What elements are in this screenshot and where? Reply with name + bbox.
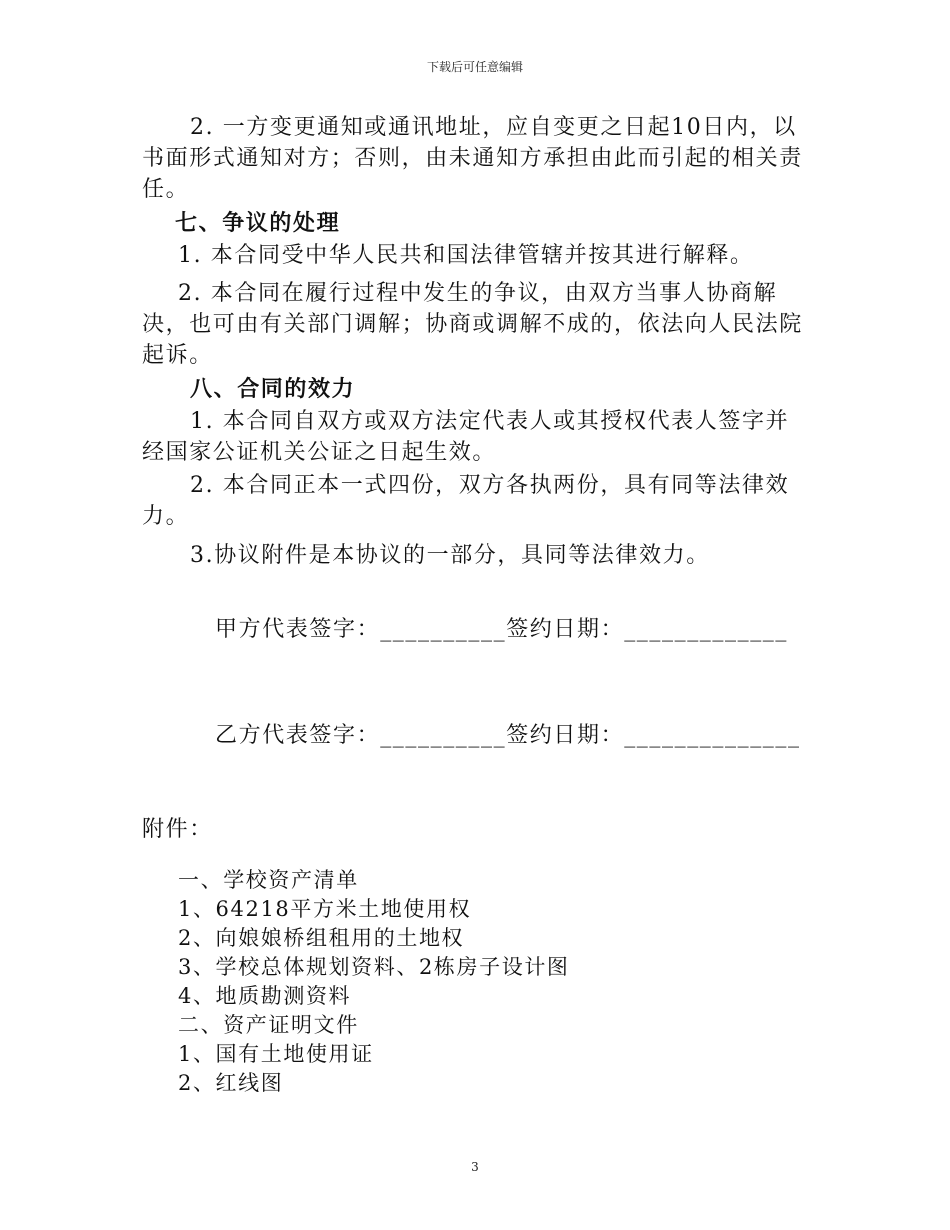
attachment-item: 4、地质勘测资料 — [178, 984, 352, 1008]
page-header: 下载后可任意编辑 — [426, 60, 523, 74]
attachment-item: 2、向娘娘桥组租用的土地权 — [178, 926, 465, 950]
attachment-item: 二、资产证明文件 — [178, 1013, 359, 1037]
sec7-heading: 七、争议的处理 — [175, 210, 341, 236]
attachments-label: 附件： — [142, 817, 213, 842]
party-a-signature-line: 甲方代表签字：__________签约日期：_____________ — [215, 617, 789, 642]
sec8-heading: 八、合同的效力 — [190, 376, 356, 402]
attachment-item: 3、学校总体规划资料、2栋房子设计图 — [178, 955, 570, 979]
sec7-item1-paragraph: 1. 本合同受中华人民共和国法律管辖并按其进行解释。 — [178, 243, 754, 268]
sec6-item2-paragraph: 2. 一方变更通知或通讯地址，应自变更之日起10日内，以书面形式通知对方；否则，由未通知方承担由此而引起的相关责任。 — [142, 115, 803, 202]
party-b-signature-line: 乙方代表签字：__________签约日期：______________ — [215, 723, 801, 748]
attachment-item: 1、64218平方米土地使用权 — [178, 897, 472, 921]
sec8-item2-paragraph: 2. 本合同正本一式四份，双方各执两份，具有同等法律效力。 — [142, 473, 790, 529]
sec7-item2-paragraph: 2. 本合同在履行过程中发生的争议，由双方当事人协商解决，也可由有关部门调解；协商或调解不成的，依法向人民法院起诉。 — [142, 281, 803, 368]
page-number: 3 — [471, 1160, 479, 1174]
sec8-item1-paragraph: 1. 本合同自双方或双方法定代表人或其授权代表人签字并经国家公证机关公证之日起生效。 — [142, 409, 790, 465]
sec8-item3-paragraph: 3.协议附件是本协议的一部分，具同等法律效力。 — [190, 543, 710, 568]
attachment-item: 一、学校资产清单 — [178, 868, 359, 892]
attachment-item: 2、红线图 — [178, 1071, 284, 1095]
attachment-item: 1、国有土地使用证 — [178, 1042, 374, 1066]
